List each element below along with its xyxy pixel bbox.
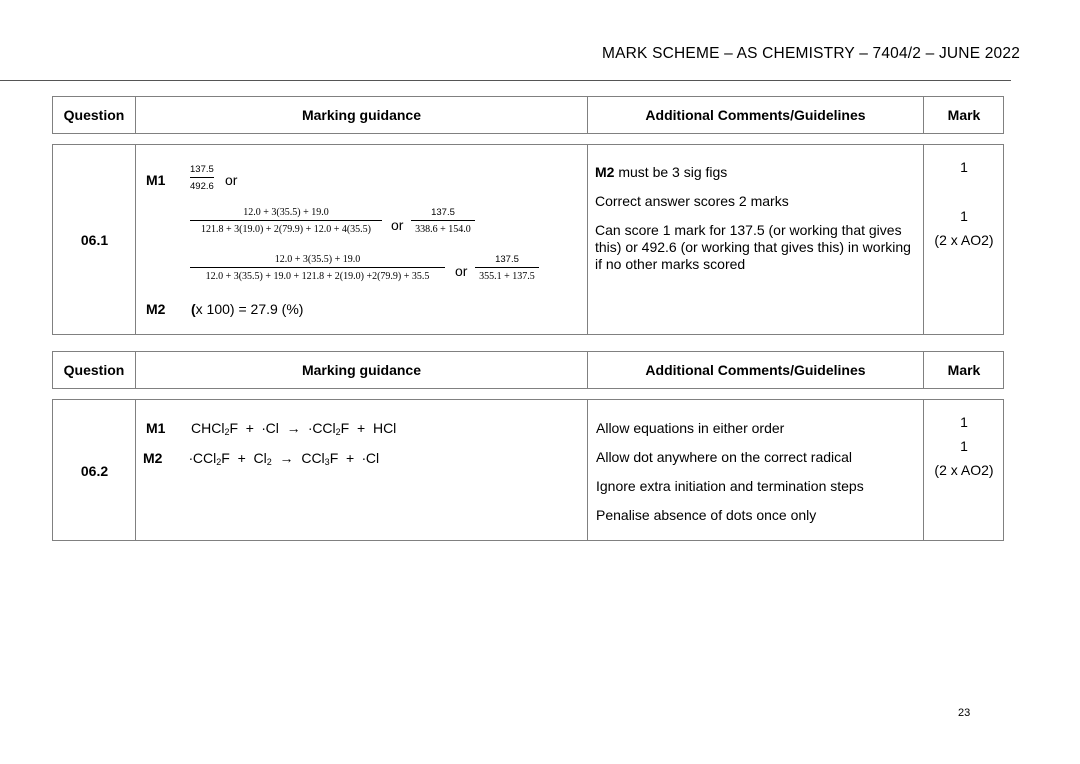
eq-part: F + ∙Cl <box>329 450 380 466</box>
comment-3: Can score 1 mark for 137.5 (or working that gives this) or 492.6 (or working that gives this) in working if no other marks scored <box>595 222 911 272</box>
question-number: 06.2 <box>80 463 109 479</box>
or-text: or <box>391 217 404 233</box>
header-question: Question <box>63 107 125 123</box>
comment-1 <box>595 164 727 181</box>
m2-label: M2 <box>146 301 166 317</box>
mark-cell <box>924 400 1004 540</box>
header-additional-comments: Additional Comments/Guidelines <box>645 362 866 378</box>
mark-m1: 1 <box>960 414 968 430</box>
fraction-denominator: 12.0 + 3(35.5) + 19.0 + 121.8 + 2(19.0) +2(79.9) + 35.5 <box>205 271 430 282</box>
question-number: 06.1 <box>80 232 109 248</box>
fraction-5 <box>475 254 539 283</box>
fraction-bar <box>190 177 214 178</box>
comment-1: Allow equations in either order <box>596 420 785 436</box>
eq-subscript: 2 <box>335 427 341 437</box>
comment-2: Correct answer scores 2 marks <box>595 193 789 209</box>
m1-label: M1 <box>146 172 166 188</box>
fraction-4 <box>190 254 445 283</box>
eq-part: F + Cl <box>221 450 267 466</box>
eq-part: CHCl <box>191 420 225 436</box>
comment-2: Allow dot anywhere on the correct radical <box>596 449 853 465</box>
fraction-2 <box>190 207 382 236</box>
header-rule <box>0 80 1011 81</box>
fraction-bar <box>475 267 539 268</box>
fraction-numerator: 12.0 + 3(35.5) + 19.0 <box>274 254 361 265</box>
eq-part: F + HCl <box>340 420 397 436</box>
header-mark: Mark <box>947 107 981 123</box>
paren-open: ( <box>191 301 196 317</box>
fraction-denominator: 338.6 + 154.0 <box>415 224 471 235</box>
eq-part: → CCl <box>271 450 325 466</box>
or-text: or <box>225 172 238 188</box>
eq-subscript: 2 <box>224 427 230 437</box>
fraction-bar <box>190 267 445 268</box>
fraction-denominator: 121.8 + 3(19.0) + 2(79.9) + 12.0 + 4(35.5) <box>200 224 372 235</box>
mark-ao: (2 x AO2) <box>934 232 994 248</box>
fraction-denominator: 355.1 + 137.5 <box>479 271 535 282</box>
or-text: or <box>455 263 468 279</box>
mark-m2: 1 <box>960 438 968 454</box>
table-header-row <box>52 96 1004 134</box>
eq-part: ∙CCl <box>189 450 217 466</box>
eq-subscript: 3 <box>324 457 330 467</box>
header-title: MARK SCHEME – AS CHEMISTRY – 7404/2 – JUNE 2022 <box>602 45 1021 62</box>
fraction-3 <box>411 207 475 236</box>
column-divider <box>587 145 588 334</box>
mark-m1: 1 <box>960 159 968 175</box>
fraction-1 <box>190 164 214 193</box>
fraction-denominator: 492.6 <box>190 181 214 192</box>
header-marking-guidance: Marking guidance <box>301 362 422 378</box>
header-additional-comments: Additional Comments/Guidelines <box>645 107 866 123</box>
m1-label: M1 <box>146 420 166 436</box>
m2-answer <box>191 301 303 317</box>
fraction-numerator: 137.5 <box>190 164 214 175</box>
mark-m2: 1 <box>960 208 968 224</box>
mark-cell <box>924 145 1004 334</box>
header-question: Question <box>63 362 125 378</box>
header-mark: Mark <box>947 362 981 378</box>
header-marking-guidance: Marking guidance <box>301 107 422 123</box>
fraction-numerator: 137.5 <box>495 254 519 265</box>
question-row-06-1 <box>52 144 1004 335</box>
comment-4: Penalise absence of dots once only <box>596 507 817 523</box>
m2-answer-text: x 100) = 27.9 (%) <box>195 301 304 317</box>
m2-label: M2 <box>143 450 163 466</box>
m2-equation <box>189 450 379 466</box>
table-header-row <box>52 351 1004 389</box>
fraction-bar <box>411 220 475 221</box>
m1-equation <box>191 420 396 436</box>
comment-3: Ignore extra initiation and termination steps <box>596 478 864 494</box>
question-row-06-2 <box>52 399 1004 541</box>
eq-subscript: 2 <box>216 457 222 467</box>
fraction-numerator: 137.5 <box>431 207 455 218</box>
column-divider <box>587 400 588 540</box>
comment-text: must be 3 sig figs <box>614 164 728 180</box>
fraction-numerator: 12.0 + 3(35.5) + 19.0 <box>243 207 329 218</box>
eq-part: F + ∙Cl → ∙CCl <box>229 420 336 436</box>
fraction-bar <box>190 220 382 221</box>
page-number: 23 <box>958 707 971 719</box>
comment-bold: M2 <box>595 164 615 180</box>
mark-ao: (2 x AO2) <box>934 462 994 478</box>
eq-subscript: 2 <box>266 457 272 467</box>
